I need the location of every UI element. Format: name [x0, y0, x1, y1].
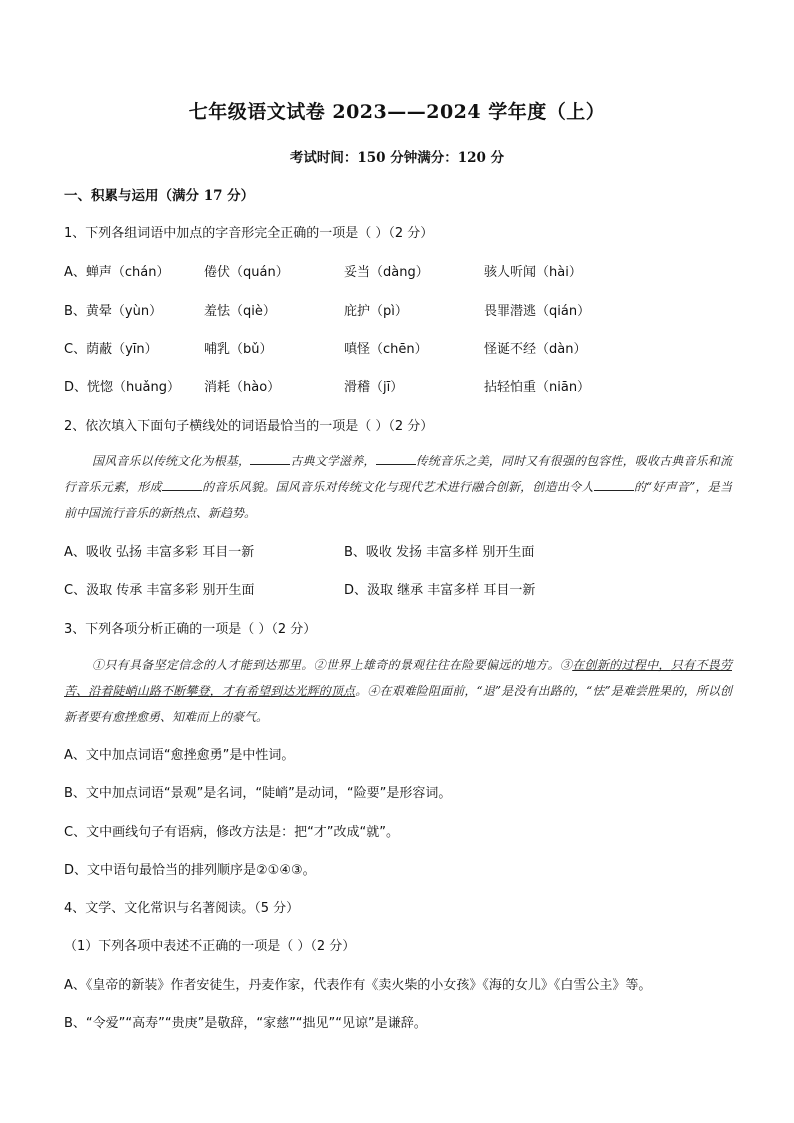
underlined-sentence: 在创新的过程中，	[572, 658, 671, 672]
q2-passage-text: 国风音乐以传统文化为根基，	[92, 454, 251, 468]
q1-option-b-word4: 畏罪潜逃（qián）	[484, 304, 591, 319]
q3-option-b: B、文中加点词语“景观”是名词，“陡峭”是动词，“险要”是形容词。	[64, 786, 452, 801]
q1-option-a-word1: A、蝉声（chán）	[64, 265, 170, 280]
q1-option-a-word3: 妥当（dàng）	[344, 265, 429, 280]
q1-option-a-word4: 骇人听闻（hài）	[484, 265, 582, 280]
q1-option-b-word2: 羞怯（qiè）	[204, 304, 276, 319]
q3-passage-text: ①只有具备坚定信念的人才能到达那里。②世界上雄奇的景观往往在险要偏远的地方。③	[92, 658, 573, 672]
q3-passage-text: 。④在艰难险阻面前，“退”是没有出路的，	[355, 684, 587, 698]
question-2-stem: 2、依次填入下面句子横线处的词语最恰当的一项是（ ）（2 分）	[64, 419, 434, 434]
answer-blank[interactable]	[250, 451, 290, 465]
q1-option-d-word2: 消耗（hào）	[204, 380, 281, 395]
answer-blank[interactable]	[162, 477, 202, 491]
q2-option-b: B、吸收 发扬 丰富多样 别开生面	[344, 545, 535, 560]
underlined-sentence: 只有不畏劳苦、沿着陡峭山路不断攀登，才有希望到达光辉的顶点	[64, 658, 732, 698]
question-3-stem: 3、下列各项分析正确的一项是（ ）（2 分）	[64, 622, 317, 637]
q1-option-c-word4: 怪诞不经（dàn）	[484, 342, 587, 357]
q2-passage-text: 传统音乐之美，同时又有很强的包容性，吸收	[415, 454, 660, 468]
q1-option-d-word3: 滑稽（jī）	[344, 380, 404, 395]
q1-option-b-word1: B、黄晕（yùn）	[64, 304, 163, 319]
q1-option-d-word4: 拈轻怕重（niān）	[484, 380, 591, 395]
section-heading: 一、积累与运用（满分 17 分）	[64, 188, 255, 204]
question-1-stem: 1、下列各组词语中加点的字音形完全正确的一项是（ ）（2 分）	[64, 226, 434, 241]
answer-blank[interactable]	[594, 477, 634, 491]
q1-option-c-word3: 嗔怪（chēn）	[344, 342, 428, 357]
exam-info: 考试时间：150 分钟满分：120 分	[289, 150, 505, 166]
q2-passage	[64, 448, 732, 526]
q2-passage-text: 人	[581, 480, 594, 494]
page-title: 七年级语文试卷 2023——2024 学年度（上）	[188, 101, 606, 123]
q1-option-c-word1: C、荫蔽（yīn）	[64, 342, 158, 357]
q2-passage-text: 古典文学滋养，	[290, 454, 376, 468]
q2-passage-text: 古典音乐和流行音乐元素，形成	[64, 454, 732, 494]
q2-option-d: D、汲取 继承 丰富多样 耳目一新	[344, 583, 536, 598]
q1-option-c-word2: 哺乳（bǔ）	[204, 342, 273, 357]
q4-sub-question-1: （1）下列各项中表述不正确的一项是（ ）（2 分）	[64, 939, 356, 954]
q1-option-a-word2: 倦伏（quán）	[204, 265, 289, 280]
q4-option-a: A、《皇帝的新装》作者安徒生，丹麦作家，代表作有《卖火柴的小女孩》《海的女儿》《白雪公主》等。	[64, 978, 652, 993]
q3-passage	[64, 652, 732, 730]
q2-passage-text: 的音乐风貌。国风音乐对传统文化与现代艺术进行融合创新，创造出令	[201, 480, 582, 494]
question-4-stem: 4、文学、文化常识与名著阅读。（5 分）	[64, 901, 300, 916]
q2-option-a: A、吸收 弘扬 丰富多彩 耳目一新	[64, 545, 255, 560]
answer-blank[interactable]	[376, 451, 416, 465]
q3-option-a: A、文中加点词语“愈挫愈勇”是中性词。	[64, 748, 295, 763]
q3-passage-text: “怯”是难尝胜果的，所以创新者要有愈挫愈勇、知难而上的豪气。	[64, 684, 732, 724]
q4-option-b: B、“令爱”“高寿”“贵庚”是敬辞，“家慈”“拙见”“见谅”是谦辞。	[64, 1016, 427, 1031]
q3-option-c: C、文中画线句子有语病，修改方法是：把“才”改成“就”。	[64, 825, 400, 840]
q2-option-c: C、汲取 传承 丰富多彩 别开生面	[64, 583, 255, 598]
q2-passage-text: 的“好声音”，是当前中国流行音乐的新热点、新趋势。	[64, 480, 732, 520]
q3-option-d: D、文中语句最恰当的排列顺序是②①④③。	[64, 863, 316, 878]
q1-option-b-word3: 庇护（pì）	[344, 304, 408, 319]
q1-option-d-word1: D、恍惚（huǎng）	[64, 380, 180, 395]
